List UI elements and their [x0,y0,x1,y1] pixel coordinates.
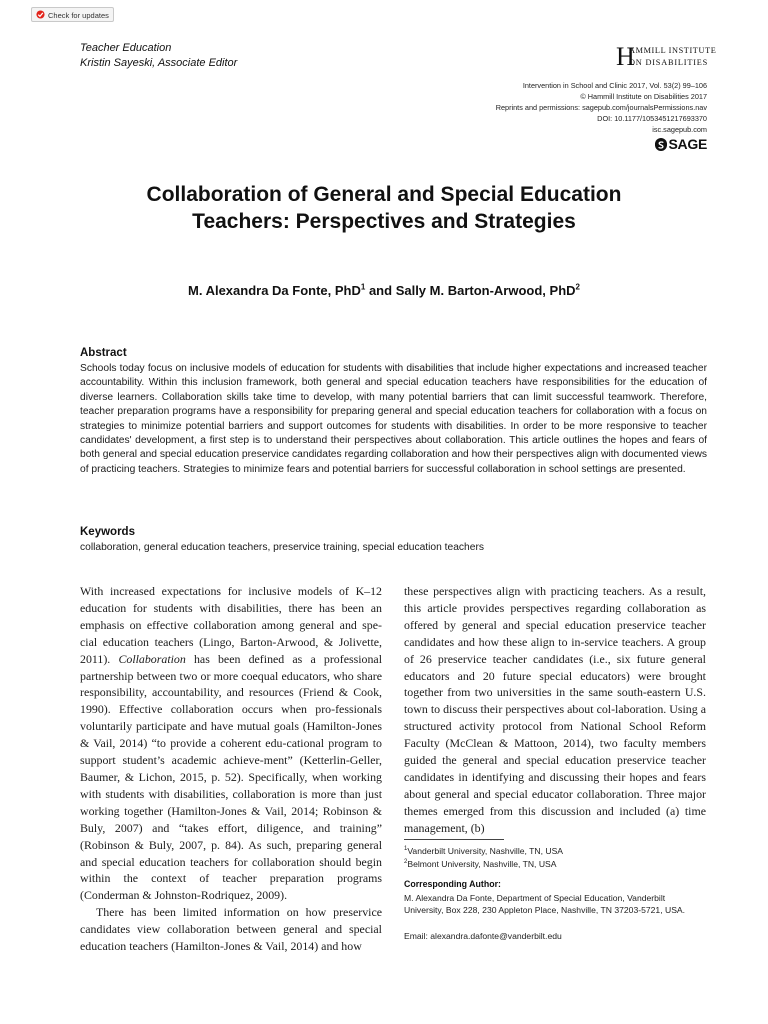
journal-metadata [496,80,707,135]
article-title [0,181,768,235]
section-editor: Kristin Sayeski, Associate Editor [80,57,238,69]
body-paragraph-2-start: There has been limited information on how preservice candidates view collaboration between general and special education teachers (Hamilton-Jones & Vail, 2014) and how [80,905,382,954]
corresponding-author-heading: Corresponding Author: [404,879,501,889]
author-2: Sally M. Barton-Arwood, PhD [395,283,576,298]
sage-logo [655,136,707,152]
hammill-logo-mark: H [616,42,635,71]
body-paragraph-1 [80,583,382,904]
affiliations [404,845,563,871]
author-1: M. Alexandra Da Fonte, PhD [188,283,361,298]
section-header [80,41,237,71]
hammill-institute-logo [616,42,717,72]
body-column-right [404,583,706,837]
affiliation-2-text: Belmont University, Nashville, TN, USA [407,859,557,869]
abstract-text: Schools today focus on inclusive models of education for students with disabilities that include higher expectations and increased teacher accountability. Within this inclusion framework, both general and special education teachers have responsibilities for the education of diverse learners. Collaboration skills take time to develop, with many potential barriers that can limit successful teamwork. Therefore, teacher preparation programs have a responsibility for preparing general and special education teachers for collaboration with a focus on strategies to minimize potential barriers and support outcomes for students with disabilities. In order to be more responsive to teacher candidates' development, a first step is to understand their perspectives about collaboration. This article outlines the hopes and fears of both general and special education preservice candidates regarding collaboration and how their perspectives align with documented views of practicing teachers. Strategies to minimize fears and potential barriers for successful collaboration in school settings are presented. [80,363,707,475]
affiliation-1 [404,845,563,858]
corresponding-author-email[interactable]: Email: alexandra.dafonte@vanderbilt.edu [404,931,562,941]
hammill-logo-line2: ON DISABILITIES [629,58,709,67]
affiliation-2-marker: 2 [404,859,408,866]
sage-s-icon [655,138,667,150]
keywords-text: collaboration, general education teachers, preservice training, special education teachers [80,542,484,553]
journal-copyright: © Hammill Institute on Disabilities 2017 [580,92,707,101]
affiliation-1-text: Vanderbilt University, Nashville, TN, USA [407,846,564,856]
abstract-heading: Abstract [80,347,127,359]
body-paragraph-1-part-b: has been defined as a professional partnership between two or more coequal educators, who share responsibility, accountability, and resources (Friend & Cook, 1990). Effective collaboration occurs when pro-fessionals voluntarily participate and have mutual goals (Hamilton-Jones & Vail, 2014) “to provide a coherent edu-cational program to support student’s academic achieve-ment” (Ketterlin-Geller, Baumer, & Lichon, 2015, p. 52). Specifically, when working with students with disabilities, collaboration is more than just working together (Hamilton-Jones & Vail, 2014; Robinson & Buly, 2007) and “takes effort, diligence, and training” (Robinson & Buly, 2007, p. 84). As such, preparing general and special education teachers for collaboration should begin within the context of teacher preparation programs (Conderman & Johnston-Rodriquez, 2009). [80,651,382,903]
check-for-updates-button[interactable] [31,7,114,22]
journal-doi[interactable]: DOI: 10.1177/1053451217693370 [597,114,707,123]
body-paragraph-2-continued: these perspectives align with practicing teachers. As a result, this article provides perspectives regarding collaboration as offered by general and special education preservice teacher candidates and how these align to in-service teachers. A group of 26 preservice teacher candidates (i.e., six future general educators and 20 future special educators) were brought together from two universities in the same south-eastern U.S. town to discuss their perspectives about col-laboration. Using a structured activity protocol from National School Reform Faculty (McClean & Mattoon, 2014), two faculty members guided the general and special education preservice teacher candidates in identifying and discussing their hopes and fears about general and special educator collaboration. Three major themes emerged from this discussion and included (a) time management, (b) [404,584,706,835]
check-for-updates-label: Check for updates [48,11,109,20]
check-for-updates-icon [36,9,45,24]
journal-permissions[interactable]: Reprints and permissions: sagepub.com/journalsPermissions.nav [495,103,707,112]
keywords-heading: Keywords [80,526,135,538]
article-title-line2: Teachers: Perspectives and Strategies [192,210,576,233]
author-line [0,283,768,298]
body-paragraph-1-part-a: With increased expectations for inclusive models of K–12 education for students with disabilities, there has been an emphasis on effective collaboration among general and spe-cial education teachers (Lingo, Barton-Arwood, & Jolivette, 2011). [80,584,382,666]
section-name: Teacher Education [80,42,172,54]
collaboration-term: Collaboration [118,651,186,666]
hammill-logo-line1: AMMILL INSTITUTE [629,46,717,55]
author-1-affiliation-marker: 1 [360,282,366,292]
footnote-divider [404,839,504,840]
author-2-affiliation-marker: 2 [575,282,580,292]
journal-website[interactable]: isc.sagepub.com [652,125,707,134]
sage-wordmark: SAGE [668,136,707,152]
author-conjunction: and [365,283,396,298]
affiliation-1-marker: 1 [404,846,408,853]
article-title-line1: Collaboration of General and Special Education [146,183,622,206]
corresponding-author-address: M. Alexandra Da Fonte, Department of Special Education, Vanderbilt University, Box 228, 230 Appleton Place, Nashville, TN 37203-5721, USA. [404,893,686,915]
affiliation-2 [404,858,563,871]
journal-citation: Intervention in School and Clinic 2017, Vol. 53(2) 99–106 [522,81,707,90]
body-column-left [80,583,382,955]
